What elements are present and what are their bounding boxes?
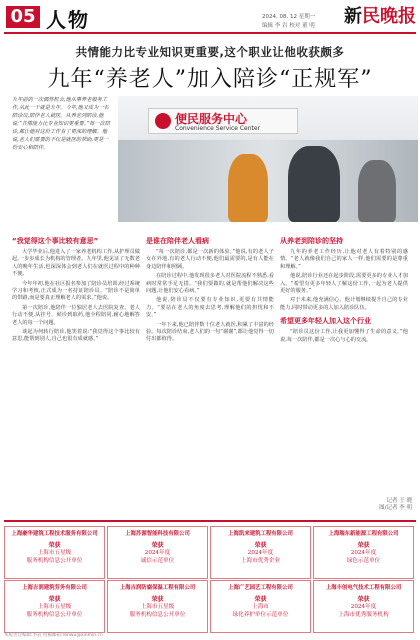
ad-honor: 荣获: [48, 596, 61, 603]
ad-honor: 荣获: [254, 542, 267, 549]
ad-card: [210, 580, 311, 633]
subhead-4: 希望更多年轻人加入这个行业: [280, 317, 371, 326]
paragraph: “陪诊员这份工作,让我更加懂得了生命的意义。”他说,每一次陪伴,都是一次心与心的交流。: [280, 329, 408, 343]
article-headline: 九年“养老人”加入陪诊“正规军”: [47, 67, 373, 92]
ad-line: 服务机构信息公开单位: [26, 612, 83, 618]
byline-writer: 记者 王 晓: [386, 498, 412, 504]
paragraph: 他说,陪诊员不仅要有专业知识,更要有共情能力。“要站在老人的角度去思考,理解他们的担忧和不安。”: [146, 297, 274, 319]
service-center-sign: [148, 108, 298, 134]
ad-line: 2024年度: [350, 550, 377, 556]
page-footer: 本版责任编辑:李岩 投稿邮箱:renwu@xinmin.cn: [4, 633, 103, 638]
sign-text-cn: 便民服务中心: [175, 112, 248, 126]
ad-line: 上海市五星级: [140, 604, 175, 610]
ad-line: 上海市五星级: [37, 550, 72, 556]
paragraph: 大学毕业后,他进入了一家养老机构工作,从护理员做起,一步步成长为机构的管理者。九年里,他见证了无数老人的晚年生活,也深深体会到老人们在就医过程中的种种不便。: [12, 249, 140, 278]
ad-line: 绿化养护单位示范单位: [232, 612, 289, 618]
ad-honor: 荣获: [151, 542, 164, 549]
ad-company: 上海苏源智能科技有限公司: [125, 531, 190, 537]
paragraph: 谈起为何转行陪诊,他笑着说:“我觉得这个事比较有意思,能帮到别人,自己也很有成就感。”: [12, 329, 140, 343]
ad-line: 2024年度: [350, 604, 377, 610]
ad-card: [210, 526, 311, 579]
ad-company: 上海瑞东新能源工程有限公司: [328, 531, 399, 537]
article-byline: [350, 498, 412, 512]
ad-honor: 荣获: [48, 542, 61, 549]
ad-company: 上海吉润建筑劳务有限公司: [22, 585, 87, 591]
sign-logo-icon: [155, 113, 171, 129]
ad-line: 2024年度: [247, 550, 274, 556]
article-column-1: [12, 232, 140, 346]
header-rule: [4, 32, 416, 34]
subhead-3: 从养老到陪诊的坚持: [280, 237, 343, 245]
masthead-logo: [344, 2, 416, 28]
article-photo: [118, 96, 418, 222]
photo-person-3: [358, 160, 396, 222]
paragraph: 第一次陪诊,他陪伴一位独居老人去医院复查。老人行动不便,从挂号、候诊到取药,他全程陪同,耐心地解答老人的每一个问题。: [12, 304, 140, 326]
paragraph: 今年年初,他在社区报名参加了陪诊员培训,经过系统学习和考核,正式成为一名持证陪诊员。“陪诊不是简单的带路,而是要真正理解老人的需求。”他说。: [12, 280, 140, 302]
ad-card: [107, 526, 208, 579]
ad-card: [4, 526, 105, 579]
ad-line: 2024年度: [144, 550, 171, 556]
ad-line: 诚信示范单位: [140, 558, 175, 564]
ad-honor: 荣获: [357, 596, 370, 603]
ad-company: 上海吉润防腐保温工程有限公司: [119, 585, 196, 591]
ad-line: 上海市优秀企业: [240, 558, 281, 564]
ad-line: 绿色示范单位: [346, 558, 381, 564]
section-title: 人物: [46, 8, 90, 32]
subhead-2: 是谁在陪伴老人看病: [146, 237, 209, 245]
ad-card: [4, 580, 105, 633]
paragraph: 他说,陪诊行业还在起步阶段,需要更多的专业人才加入。“希望有更多年轻人了解这份工作,一起为老人提供更好的服务。”: [280, 273, 408, 295]
ad-honor: 荣获: [357, 542, 370, 549]
ad-honor: 荣获: [151, 596, 164, 603]
sign-text-en: Convenience Service Center: [175, 125, 261, 132]
ad-honor: 荣获: [254, 596, 267, 603]
ad-card: [313, 580, 414, 633]
page-header: [0, 0, 420, 36]
masthead-main: 新: [344, 6, 362, 27]
byline-photo: 图/记者 李 明: [379, 505, 412, 511]
ad-line: 上海市五星级: [37, 604, 72, 610]
ad-company: 上海豪华建筑工程技术服务有限公司: [11, 531, 98, 537]
ad-card: [313, 526, 414, 579]
paragraph: 在陪诊过程中,他发现很多老人对医院流程不熟悉,看病时常常手足无措。“我们要做的,就是帮他们解决这些问题,让他们安心看病。”: [146, 273, 274, 295]
ad-company: 上海凯来建筑工程有限公司: [228, 531, 293, 537]
section-number: 05: [6, 6, 40, 28]
paragraph: 一年下来,他已陪伴数十位老人就医,积累了丰富的经验。每次陪诊结束,老人们的一句“谢谢”,都让他觉得一切付出都值得。: [146, 321, 274, 343]
masthead-red: 民晚报: [362, 6, 416, 27]
ad-line: 服务机构信息公开单位: [26, 558, 83, 564]
ad-line: 上海市优秀服务机构: [338, 612, 389, 618]
paragraph: 九年的养老工作经历,让他对老人有着特别的感情。“老人就像我们自己的家人一样,他们需要的是尊重和理解。”: [280, 249, 408, 270]
ad-company: 上海广艺园艺工程有限公司: [228, 585, 293, 591]
article-column-2: [146, 232, 274, 346]
date-line: 2024. 08. 12 星期一: [262, 14, 316, 20]
paragraph: “每一次陪诊,都是一次新的体验。”他说,有的老人子女在外地,有的老人行动不便,他们最需要的,是有人能在身边陪伴和照顾。: [146, 249, 274, 270]
ad-line: 上海市: [252, 604, 269, 610]
subhead-1: “我觉得这个事比较有意思”: [12, 237, 99, 245]
photo-person-1: [228, 154, 268, 222]
article-column-3: [280, 232, 408, 346]
article-kicker: 共情能力比专业知识更重要,这个职业让他收获颇多: [75, 45, 345, 59]
ad-line: 服务机构信息公开单位: [129, 612, 186, 618]
ad-card: [107, 580, 208, 633]
paragraph: 对于未来,他充满信心。他计划继续提升自己的专业能力,同时带动更多的人加入陪诊队伍。: [280, 297, 408, 311]
article-intro: 九年前的一次偶然机会,他从事养老服务工作,从此一干就是九年。今年,他又成为一名陪诊员,陪伴老人就医。从养老到陪诊,他说:“共情能力比专业知识更重要。”每一次陪诊,都让他对这份工作有了更深的理解。他说,老人们需要的不仅是就医的帮助,更是一份安心和陪伴。: [12, 97, 110, 151]
ad-block: [4, 520, 416, 630]
editor-line: 编辑 李 岩 校对 董 明: [262, 23, 315, 29]
ad-company: 上海丰创电气技术工程有限公司: [325, 585, 402, 591]
photo-person-2: [288, 146, 340, 222]
